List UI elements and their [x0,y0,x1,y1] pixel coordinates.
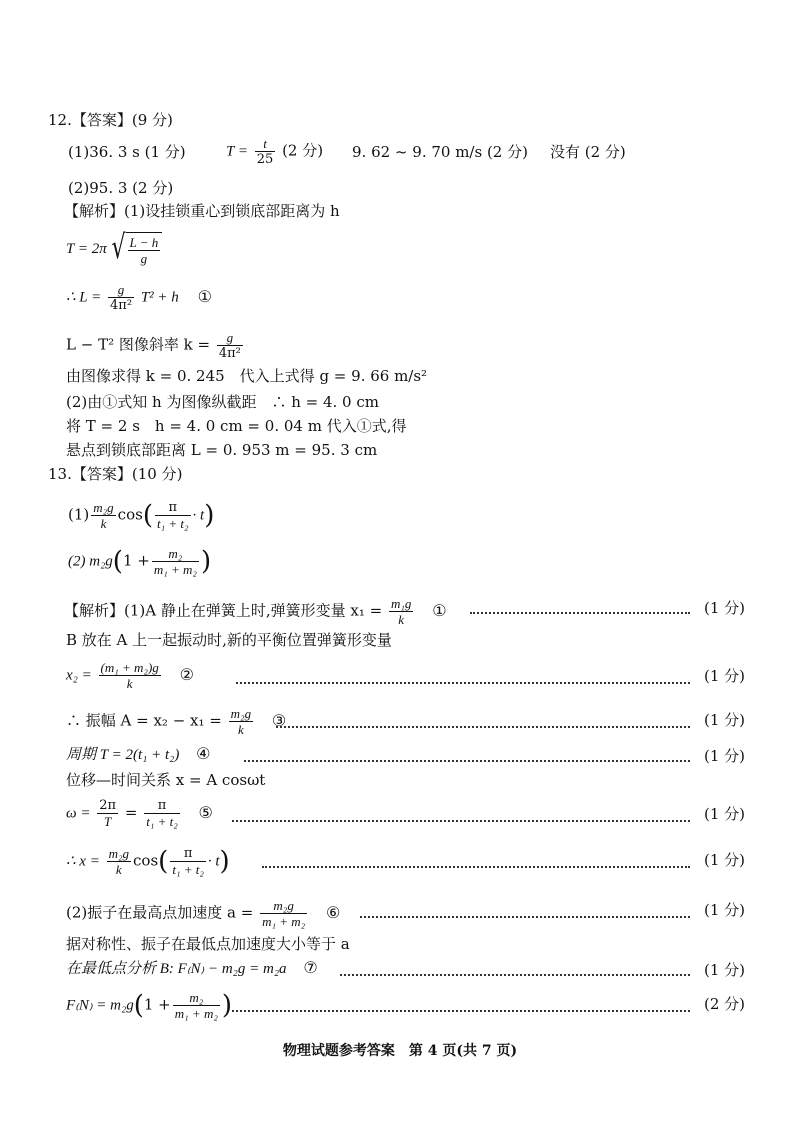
q13-ans2-den: m₁ + m₂ [153,562,197,577]
q12-eq-L-rhs: T² + h [140,289,179,306]
q13-step5-text: 周期 T = 2(t₁ + t₂) [66,747,180,763]
q13-ans2-prefix: (2) m₂g [68,553,113,570]
q13-step12-num: m₂ [173,990,220,1006]
q12-T-num: t [255,136,276,152]
q13-step4-text: ∴ 振幅 A = x₂ − x₁ = [66,711,222,730]
q12-slope [66,330,245,361]
q13-step9 [66,898,340,929]
q13-step9-mark: ⑥ [325,902,341,922]
q12-eq-T-lhs: T = 2π [66,241,107,257]
leader-dots [276,726,690,728]
q13-step10: 据对称性、振子在最低点加速度大小等于 a [66,935,350,953]
leader-dots [262,866,690,868]
q13-step1-den: k [398,612,405,627]
leader-dots [232,1010,690,1012]
q12-eq-L-den: 4π² [110,298,133,313]
q13-step7-score: (1 分) [704,805,746,823]
q13-ans1-cos: cos [117,505,143,524]
q12-eq-L-mark: ① [197,286,212,306]
q13-step7-lhs: ω = [66,805,91,822]
q12-answer-1 [68,142,186,162]
q12-T-lhs: T = [226,143,248,160]
q12-T-fraction [255,136,276,167]
q13-step4-frac [229,706,253,737]
q13-ans2-frac [152,546,199,577]
leader-dots [236,682,690,684]
q13-step9-den: m₁ + m₂ [262,914,306,929]
q12-answer-1-period: (1)36. 3 s (1 分) [68,143,186,161]
q13-step7-frac2 [144,798,180,829]
q13-step7-frac1 [97,798,118,829]
q12-slope-frac [217,330,243,361]
q13-ans2-num: m₂ [152,546,199,562]
leader-dots [360,916,690,918]
q12-part2-b: 将 T = 2 s h = 4. 0 cm = 0. 04 m 代入①式,得 [66,417,407,435]
q13-step4-score: (1 分) [704,711,746,729]
q13-step8-num: m₂g [108,846,130,861]
q12-analysis-1 [64,201,340,221]
q13-step7-mark: ⑤ [198,802,213,822]
q13-step7-num2: π [144,798,180,814]
q13-step1-frac [389,596,413,627]
q13-ans1-inner-frac [155,500,191,531]
q12-slope-den: 4π² [218,346,241,361]
q13-step3-den: k [126,676,133,691]
q13-step12: F₍N₎ = m₂g(1 + $\frac{\text{m₂}}{\text{m₁ + m₂}}$ ) [66,990,233,1021]
q13-step9-text: (2)振子在最高点加速度 a = [66,903,254,922]
q13-step11 [66,958,318,979]
q13-ans1: (1) $\frac{\text{m₂g}}{k}$ cos( $\frac{\pi}{\text{t₁ + t₂}}$ · t) [68,500,215,531]
q13-step5-mark: ④ [196,744,211,763]
q12-analysis-label: 【解析】 [64,202,125,220]
q12-sqrt-den: g [140,251,148,266]
q12-part2-c: 悬点到锁底部距离 L = 0. 953 m = 95. 3 cm [66,441,378,459]
q13-step4-mark: ③ [271,710,287,730]
q13-step6: 位移—时间关系 x = A cosωt [66,771,266,789]
q13-step8-inner-num: π [170,846,206,862]
q13-step3-lhs: x₂ = [66,667,92,684]
q13-step7-num1: 2π [99,798,117,813]
q12-T-den: 25 [256,152,274,167]
q13-step7-den1: T [104,814,112,829]
q12-slope-num: g [217,330,243,346]
q13-ans1-frac [91,500,115,531]
q12-analysis-text: (1)设挂锁重心到锁底部距离为 h [124,202,340,220]
q13-step2: B 放在 A 上一起振动时,新的平衡位置弹簧形变量 [66,631,392,649]
q13-step3-frac [99,660,161,691]
q13-step11-score: (1 分) [704,961,746,979]
q12-answer-1-formula [226,136,323,167]
q13-step8: ∴ x = $\frac{\text{m₂g}}{k}$ cos( $\frac{\pi}{\text{t₁ + t₂}}$ · t) [66,846,230,877]
q13-step8-lhs: ∴ x = [66,853,100,870]
leader-dots [340,974,690,976]
q12-eq-period [66,229,162,267]
q13-step8-den: k [115,862,122,877]
q13-step3-mark: ② [179,664,194,684]
q13-ans1-num: m₂g [93,500,114,515]
leader-dots [232,820,690,822]
q12-eq-L-num: g [108,282,134,298]
q13-ans1-t: · t [192,507,205,524]
q13-step1-score: (1 分) [704,599,746,617]
q13-step1-num: m₁g [390,596,412,611]
q12-eq-L-lhs: ∴ L = [66,289,102,306]
q13-step4-num: m₂g [230,706,252,721]
q13-step1-mark: ① [432,600,447,620]
q13-header: 13.【答案】(10 分) [48,465,183,483]
q13-ans2-one: 1 + [122,551,150,570]
q13-step12-frac [173,990,220,1021]
q12-header: 12.【答案】(9 分) [48,111,173,129]
q13-step8-frac [107,846,131,877]
q13-step12-one: 1 + [143,995,171,1014]
q13-step9-score: (1 分) [704,901,746,919]
leader-dots [244,760,690,762]
q12-from-graph: 由图像求得 k = 0. 245 代入上式得 g = 9. 66 m/s² [66,367,428,385]
q13-step3-num: (m₁ + m₂)g [100,660,159,675]
q12-T-score: (2 分) [282,141,324,160]
q13-step8-cos: cos [133,851,159,870]
q13-step3-score: (1 分) [704,667,746,685]
q13-step3 [66,660,194,691]
q13-ans1-inner-num: π [155,500,191,516]
q12-eq-L-frac [108,282,134,313]
q12-part2-a: (2)由①式知 h 为图像纵截距 ∴ h = 4. 0 cm [66,393,379,411]
q13-step8-t: · t [207,853,220,870]
q13-step12-lhs: F₍N₎ = m₂g [66,997,134,1014]
q12-g-range: 9. 62 ~ 9. 70 m/s (2 分) [352,143,528,161]
q13-step9-num: m₂g [260,898,307,914]
q13-step12-score: (2 分) [704,995,746,1013]
leader-dots [470,612,690,614]
q13-step11-text: 在最低点分析 B: F₍N₎ − m₂g = m₂a [66,961,287,977]
q13-step8-inner-den: t₁ + t₂ [172,862,204,877]
q13-step7-den2: t₁ + t₂ [146,814,178,829]
q12-answer-2: (2)95. 3 (2 分) [68,179,174,197]
q12-eq-L [66,282,212,313]
page-footer: 物理试题参考答案 第 4 页(共 7 页) [282,1043,518,1059]
q12-sqrt-num: L − h [129,235,159,250]
q13-step12-den: m₁ + m₂ [174,1006,218,1021]
q13-step5 [66,744,210,765]
q13-step7-eq: = [124,803,138,822]
q13-step4 [66,706,286,737]
q13-ans2: (2) m₂g(1 + $\frac{\text{m₂}}{\text{m₁ + m₂}}$ ) [68,546,212,577]
q13-step8-inner-frac [170,846,206,877]
q12-sqrt: √ $\frac{L - h}{g}$ [112,232,163,266]
q13-ans1-prefix: (1) [68,505,90,524]
q13-step4-den: k [237,722,244,737]
q13-ans1-den: k [100,516,107,531]
q12-slope-lhs: L − T² 图像斜率 k = [66,335,211,354]
q12-no-effect: 没有 (2 分) [550,143,626,161]
q13-ans1-inner-den: t₁ + t₂ [156,516,189,531]
q13-step9-frac [260,898,307,929]
q13-step1-text: 【解析】(1)A 静止在弹簧上时,弹簧形变量 x₁ = [64,601,383,620]
q13-step8-score: (1 分) [704,851,746,869]
q13-step11-mark: ⑦ [303,958,318,977]
q13-step1 [64,596,447,627]
q13-step5-score: (1 分) [704,747,746,765]
q13-step7 [66,798,213,829]
